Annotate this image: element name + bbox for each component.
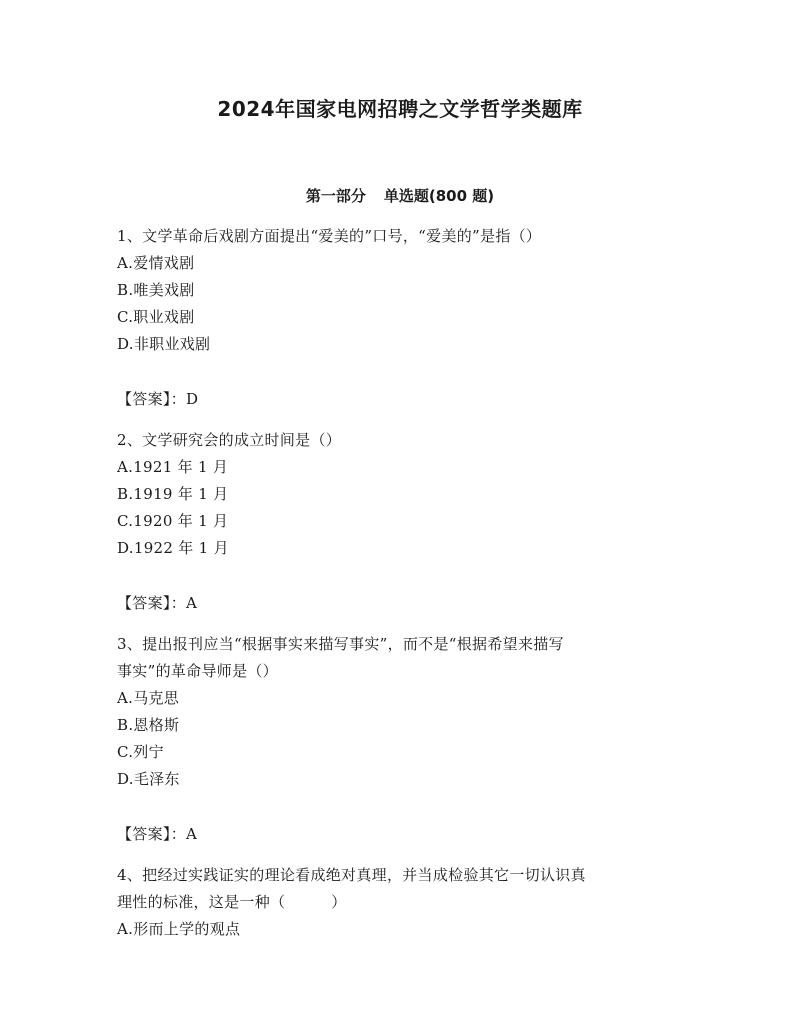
option-a: A.马克思 <box>117 689 180 707</box>
answer-3 <box>117 821 687 848</box>
question-2 <box>117 427 687 562</box>
document-title: 2024年国家电网招聘之文学哲学类题库 <box>217 97 583 121</box>
question-stem: 1、文学革命后戏剧方面提出“爱美的”口号，“爱美的”是指（） <box>117 227 542 245</box>
question-stem-line-2: 事实”的革命导师是（） <box>117 662 278 680</box>
option-c: C.列宁 <box>117 743 164 761</box>
option-d: D.毛泽东 <box>117 770 180 788</box>
answer-1 <box>117 386 687 413</box>
option-a: A.爱情戏剧 <box>117 254 195 272</box>
question-stem-line-1: 3、提出报刊应当“根据事实来描写事实”，而不是“根据希望来描写 <box>117 635 564 653</box>
option-a: A.1921 年 1 月 <box>117 458 229 476</box>
option-b: B.恩格斯 <box>117 716 180 734</box>
option-d: D.1922 年 1 月 <box>117 539 229 557</box>
answer-2 <box>117 590 687 617</box>
option-c: C.职业戏剧 <box>117 308 195 326</box>
answer-text: 【答案】：A <box>117 825 198 843</box>
question-1 <box>117 223 687 358</box>
answer-text: 【答案】：A <box>117 594 198 612</box>
question-stem-line-2: 理性的标准，这是一种（ ） <box>117 893 347 911</box>
section-name: 单选题(800 题) <box>383 187 495 205</box>
section-part: 第一部分 <box>305 187 366 205</box>
option-b: B.1919 年 1 月 <box>117 485 229 503</box>
option-d: D.非职业戏剧 <box>117 335 211 353</box>
answer-text: 【答案】：D <box>117 390 199 408</box>
option-c: C.1920 年 1 月 <box>117 512 229 530</box>
option-b: B.唯美戏剧 <box>117 281 195 299</box>
question-4 <box>117 862 687 943</box>
question-3 <box>117 631 687 793</box>
question-stem: 2、文学研究会的成立时间是（） <box>117 431 342 449</box>
question-stem-line-1: 4、把经过实践证实的理论看成绝对真理，并当成检验其它一切认识真 <box>117 866 586 884</box>
section-heading <box>0 185 800 206</box>
option-a: A.形而上学的观点 <box>117 920 241 938</box>
